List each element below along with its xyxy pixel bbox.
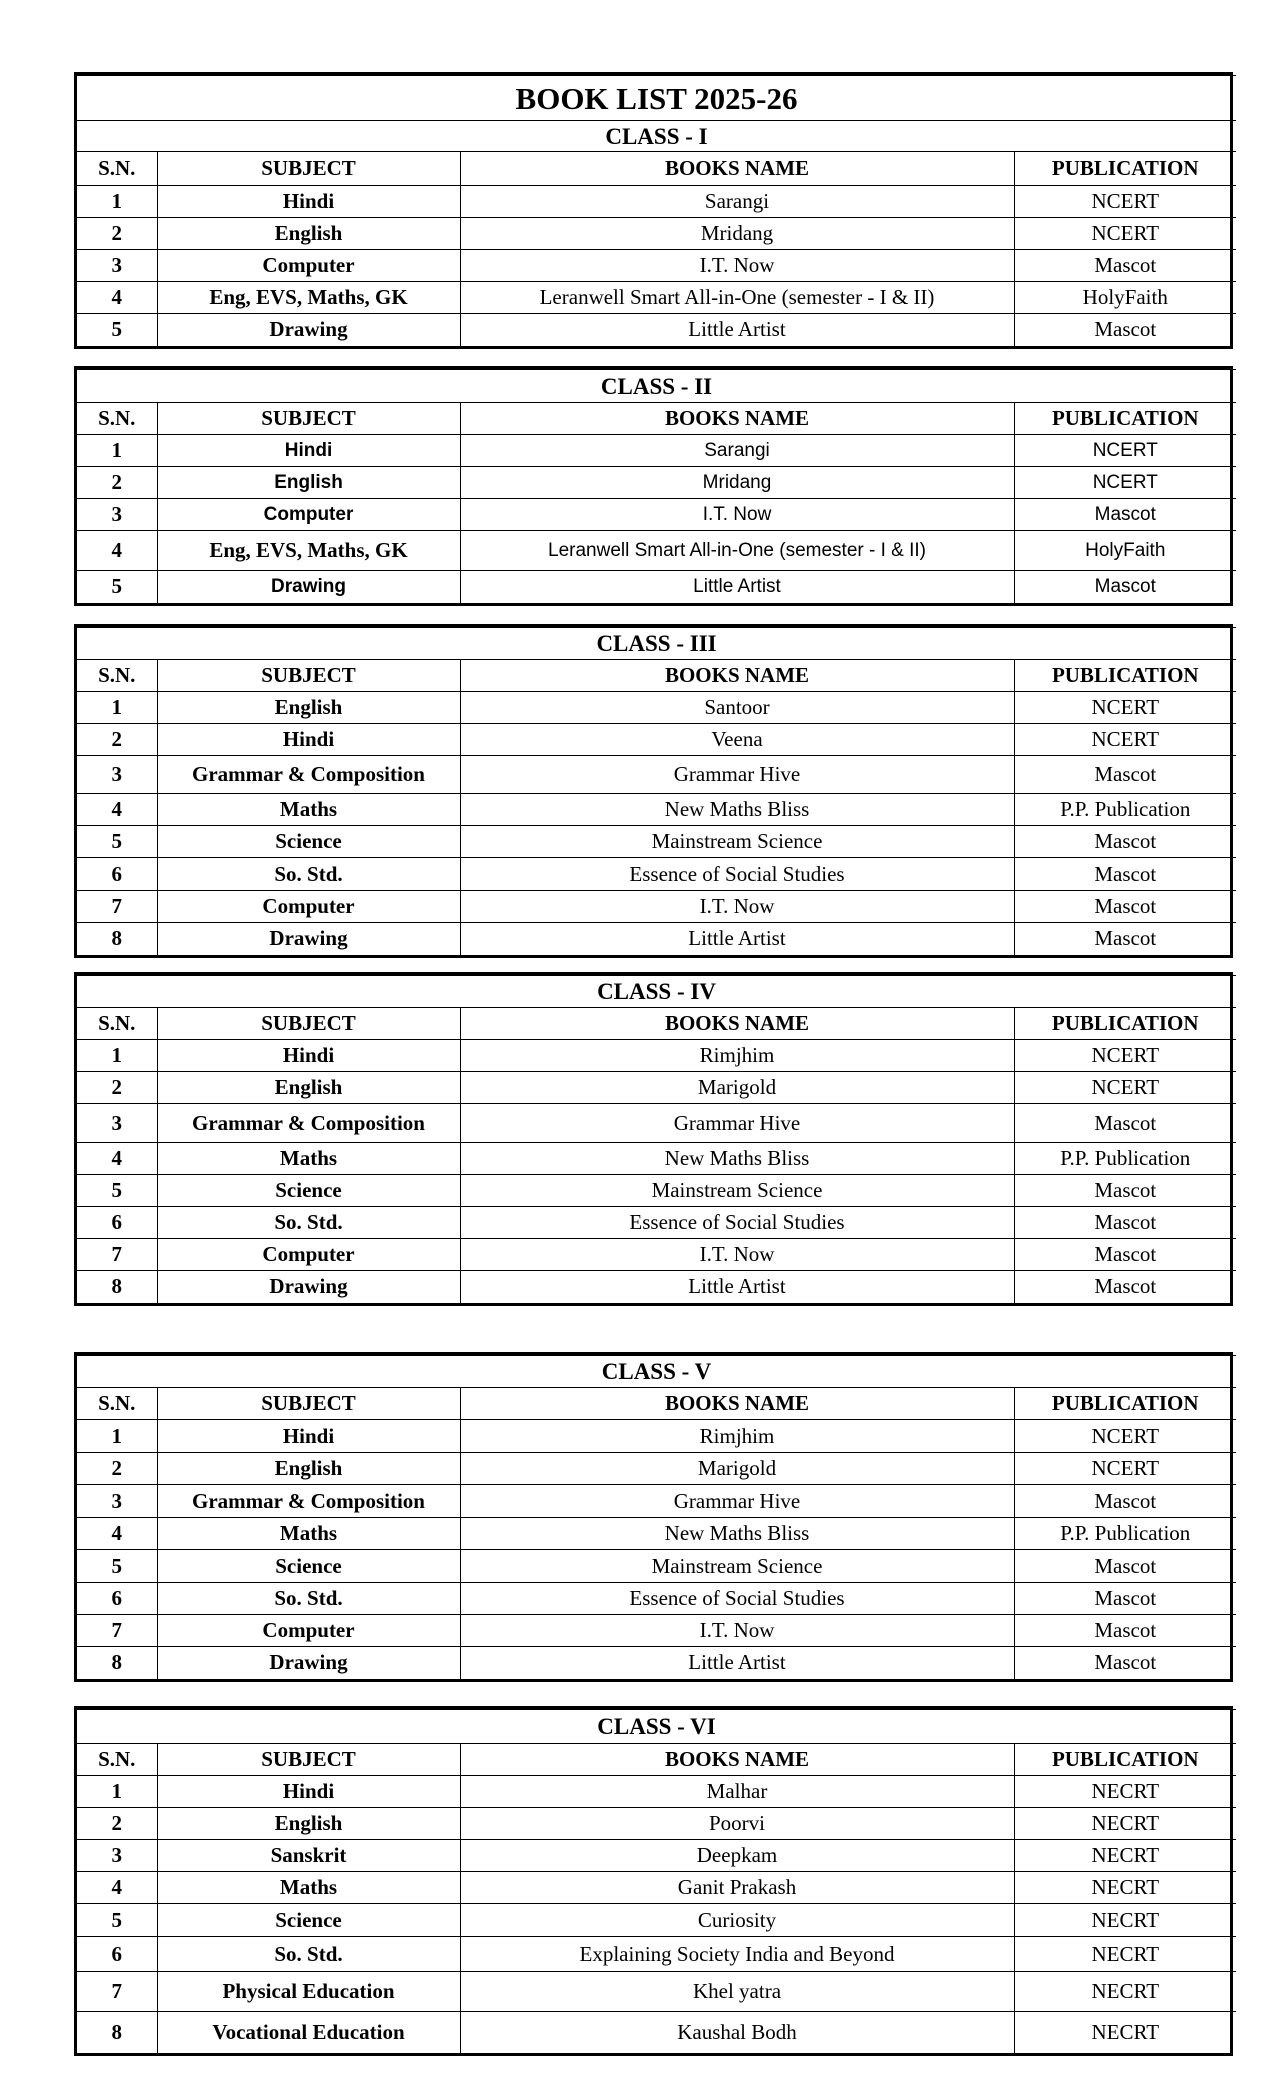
serial-number: 4	[77, 282, 157, 314]
publication-cell: P.P. Publication	[1014, 1143, 1236, 1175]
book-name-cell: Curiosity	[460, 1904, 1014, 1937]
header-publication: PUBLICATION	[1014, 1744, 1236, 1776]
subject-cell: Eng, EVS, Maths, GK	[157, 531, 460, 571]
serial-number: 2	[77, 1072, 157, 1104]
publication-cell: Mascot	[1014, 250, 1236, 282]
serial-number: 1	[77, 692, 157, 724]
book-table	[77, 1355, 1236, 1679]
table-row	[77, 1175, 1236, 1207]
subject-cell: Physical Education	[157, 1972, 460, 2012]
header-subject: SUBJECT	[157, 1388, 460, 1420]
book-name-cell: I.T. Now	[460, 891, 1014, 923]
table-row	[77, 1271, 1236, 1303]
header-books-name: BOOKS NAME	[460, 1744, 1014, 1776]
subject-cell: Hindi	[157, 186, 460, 218]
book-name-cell: Leranwell Smart All-in-One (semester - I & II)	[460, 282, 1014, 314]
publication-cell: P.P. Publication	[1014, 1518, 1236, 1550]
subject-cell: Drawing	[157, 923, 460, 955]
book-name-cell: Little Artist	[460, 1647, 1014, 1679]
header-subject: SUBJECT	[157, 660, 460, 692]
book-name-cell: I.T. Now	[460, 499, 1014, 531]
publication-cell: NECRT	[1014, 1872, 1236, 1904]
table-row	[77, 499, 1236, 531]
subject-cell: Science	[157, 826, 460, 858]
table-row	[77, 1972, 1236, 2012]
book-name-cell: Kaushal Bodh	[460, 2012, 1014, 2053]
book-table	[77, 975, 1236, 1303]
document-title-row	[77, 76, 1236, 121]
table-row	[77, 1207, 1236, 1239]
table-row	[77, 1143, 1236, 1175]
book-table	[77, 1709, 1236, 2053]
subject-cell: Science	[157, 1175, 460, 1207]
class-heading-row	[77, 1710, 1236, 1744]
serial-number: 7	[77, 1239, 157, 1271]
serial-number: 4	[77, 1872, 157, 1904]
subject-cell: Grammar & Composition	[157, 1485, 460, 1518]
serial-number: 2	[77, 218, 157, 250]
table-row	[77, 858, 1236, 891]
class-heading: CLASS - VI	[77, 1710, 1236, 1744]
table-row	[77, 891, 1236, 923]
header-sn: S.N.	[77, 152, 157, 186]
column-header-row	[77, 1388, 1236, 1420]
table-row	[77, 1239, 1236, 1271]
publication-cell: Mascot	[1014, 1207, 1236, 1239]
book-name-cell: Mridang	[460, 218, 1014, 250]
serial-number: 5	[77, 826, 157, 858]
serial-number: 2	[77, 724, 157, 756]
table-row	[77, 724, 1236, 756]
table-row	[77, 756, 1236, 794]
publication-cell: Mascot	[1014, 891, 1236, 923]
serial-number: 3	[77, 250, 157, 282]
book-name-cell: New Maths Bliss	[460, 1143, 1014, 1175]
publication-cell: Mascot	[1014, 1239, 1236, 1271]
subject-cell: English	[157, 1453, 460, 1485]
header-subject: SUBJECT	[157, 1008, 460, 1040]
book-name-cell: Rimjhim	[460, 1040, 1014, 1072]
table-row	[77, 1872, 1236, 1904]
table-row	[77, 282, 1236, 314]
table-row	[77, 2012, 1236, 2053]
header-books-name: BOOKS NAME	[460, 1388, 1014, 1420]
class-heading-row	[77, 1356, 1236, 1388]
table-row	[77, 923, 1236, 955]
serial-number: 4	[77, 1518, 157, 1550]
subject-cell: So. Std.	[157, 1937, 460, 1972]
table-row	[77, 218, 1236, 250]
book-table	[77, 75, 1236, 346]
subject-cell: Computer	[157, 250, 460, 282]
publication-cell: Mascot	[1014, 571, 1236, 603]
table-row	[77, 571, 1236, 603]
table-row	[77, 1550, 1236, 1583]
subject-cell: Science	[157, 1550, 460, 1583]
serial-number: 3	[77, 499, 157, 531]
table-row	[77, 1776, 1236, 1808]
subject-cell: Hindi	[157, 1776, 460, 1808]
serial-number: 3	[77, 1104, 157, 1143]
publication-cell: NCERT	[1014, 1040, 1236, 1072]
publication-cell: Mascot	[1014, 1647, 1236, 1679]
class-table-6	[74, 1706, 1233, 2056]
book-name-cell: Grammar Hive	[460, 756, 1014, 794]
book-name-cell: Mainstream Science	[460, 1550, 1014, 1583]
subject-cell: Hindi	[157, 1420, 460, 1453]
table-row	[77, 692, 1236, 724]
document-title: BOOK LIST 2025-26	[77, 76, 1236, 121]
book-name-cell: Little Artist	[460, 314, 1014, 346]
serial-number: 6	[77, 858, 157, 891]
serial-number: 8	[77, 1647, 157, 1679]
book-name-cell: Marigold	[460, 1453, 1014, 1485]
book-name-cell: Sarangi	[460, 186, 1014, 218]
header-books-name: BOOKS NAME	[460, 660, 1014, 692]
subject-cell: English	[157, 1072, 460, 1104]
class-heading-row	[77, 976, 1236, 1008]
publication-cell: NECRT	[1014, 1972, 1236, 2012]
subject-cell: Maths	[157, 794, 460, 826]
serial-number: 4	[77, 1143, 157, 1175]
publication-cell: NCERT	[1014, 467, 1236, 499]
table-row	[77, 1647, 1236, 1679]
subject-cell: English	[157, 467, 460, 499]
serial-number: 8	[77, 1271, 157, 1303]
book-name-cell: Marigold	[460, 1072, 1014, 1104]
header-publication: PUBLICATION	[1014, 152, 1236, 186]
header-subject: SUBJECT	[157, 1744, 460, 1776]
serial-number: 4	[77, 531, 157, 571]
book-name-cell: Poorvi	[460, 1808, 1014, 1840]
table-row	[77, 467, 1236, 499]
publication-cell: NCERT	[1014, 1453, 1236, 1485]
subject-cell: Maths	[157, 1143, 460, 1175]
subject-cell: Computer	[157, 1239, 460, 1271]
serial-number: 1	[77, 1776, 157, 1808]
serial-number: 7	[77, 1972, 157, 2012]
table-row	[77, 1615, 1236, 1647]
subject-cell: Maths	[157, 1872, 460, 1904]
table-row	[77, 1420, 1236, 1453]
header-publication: PUBLICATION	[1014, 1388, 1236, 1420]
publication-cell: NECRT	[1014, 1840, 1236, 1872]
book-name-cell: Essence of Social Studies	[460, 1583, 1014, 1615]
book-name-cell: Sarangi	[460, 435, 1014, 467]
header-books-name: BOOKS NAME	[460, 152, 1014, 186]
publication-cell: NCERT	[1014, 218, 1236, 250]
header-sn: S.N.	[77, 1744, 157, 1776]
class-heading: CLASS - V	[77, 1356, 1236, 1388]
publication-cell: NCERT	[1014, 1072, 1236, 1104]
header-sn: S.N.	[77, 1008, 157, 1040]
serial-number: 3	[77, 1840, 157, 1872]
header-publication: PUBLICATION	[1014, 1008, 1236, 1040]
book-name-cell: Ganit Prakash	[460, 1872, 1014, 1904]
book-name-cell: Essence of Social Studies	[460, 1207, 1014, 1239]
book-name-cell: I.T. Now	[460, 1615, 1014, 1647]
table-row	[77, 826, 1236, 858]
publication-cell: Mascot	[1014, 1271, 1236, 1303]
subject-cell: English	[157, 692, 460, 724]
column-header-row	[77, 403, 1236, 435]
book-name-cell: I.T. Now	[460, 1239, 1014, 1271]
serial-number: 4	[77, 794, 157, 826]
table-row	[77, 250, 1236, 282]
subject-cell: Vocational Education	[157, 2012, 460, 2053]
header-publication: PUBLICATION	[1014, 403, 1236, 435]
class-table-5	[74, 1352, 1233, 1682]
publication-cell: HolyFaith	[1014, 531, 1236, 571]
subject-cell: Hindi	[157, 724, 460, 756]
publication-cell: NECRT	[1014, 1776, 1236, 1808]
subject-cell: Computer	[157, 891, 460, 923]
table-row	[77, 186, 1236, 218]
serial-number: 1	[77, 186, 157, 218]
book-name-cell: Little Artist	[460, 571, 1014, 603]
header-subject: SUBJECT	[157, 152, 460, 186]
class-heading-row	[77, 628, 1236, 660]
publication-cell: Mascot	[1014, 826, 1236, 858]
table-row	[77, 1453, 1236, 1485]
publication-cell: NCERT	[1014, 186, 1236, 218]
subject-cell: Hindi	[157, 435, 460, 467]
subject-cell: Computer	[157, 499, 460, 531]
table-row	[77, 1840, 1236, 1872]
subject-cell: Sanskrit	[157, 1840, 460, 1872]
serial-number: 7	[77, 891, 157, 923]
class-table-2	[74, 366, 1233, 606]
book-table	[77, 369, 1236, 603]
subject-cell: Grammar & Composition	[157, 1104, 460, 1143]
publication-cell: NCERT	[1014, 435, 1236, 467]
publication-cell: Mascot	[1014, 1615, 1236, 1647]
book-name-cell: Deepkam	[460, 1840, 1014, 1872]
publication-cell: NCERT	[1014, 724, 1236, 756]
subject-cell: So. Std.	[157, 858, 460, 891]
table-row	[77, 314, 1236, 346]
subject-cell: So. Std.	[157, 1207, 460, 1239]
serial-number: 5	[77, 571, 157, 603]
subject-cell: Grammar & Composition	[157, 756, 460, 794]
table-row	[77, 1904, 1236, 1937]
subject-cell: So. Std.	[157, 1583, 460, 1615]
publication-cell: Mascot	[1014, 1550, 1236, 1583]
book-name-cell: Essence of Social Studies	[460, 858, 1014, 891]
class-heading-row	[77, 370, 1236, 403]
header-books-name: BOOKS NAME	[460, 403, 1014, 435]
header-subject: SUBJECT	[157, 403, 460, 435]
serial-number: 6	[77, 1207, 157, 1239]
book-table	[77, 627, 1236, 955]
table-row	[77, 1072, 1236, 1104]
table-row	[77, 1104, 1236, 1143]
book-name-cell: New Maths Bliss	[460, 1518, 1014, 1550]
book-name-cell: Grammar Hive	[460, 1485, 1014, 1518]
header-sn: S.N.	[77, 1388, 157, 1420]
subject-cell: Drawing	[157, 1271, 460, 1303]
subject-cell: English	[157, 1808, 460, 1840]
publication-cell: Mascot	[1014, 923, 1236, 955]
serial-number: 2	[77, 1453, 157, 1485]
publication-cell: NECRT	[1014, 1937, 1236, 1972]
book-name-cell: New Maths Bliss	[460, 794, 1014, 826]
class-heading: CLASS - II	[77, 370, 1236, 403]
serial-number: 2	[77, 467, 157, 499]
publication-cell: NCERT	[1014, 1420, 1236, 1453]
serial-number: 8	[77, 923, 157, 955]
book-name-cell: Veena	[460, 724, 1014, 756]
publication-cell: Mascot	[1014, 1485, 1236, 1518]
serial-number: 7	[77, 1615, 157, 1647]
subject-cell: Drawing	[157, 314, 460, 346]
book-name-cell: Grammar Hive	[460, 1104, 1014, 1143]
book-name-cell: Mridang	[460, 467, 1014, 499]
table-row	[77, 1937, 1236, 1972]
serial-number: 5	[77, 314, 157, 346]
book-name-cell: Santoor	[460, 692, 1014, 724]
publication-cell: Mascot	[1014, 314, 1236, 346]
subject-cell: Drawing	[157, 1647, 460, 1679]
header-sn: S.N.	[77, 660, 157, 692]
serial-number: 2	[77, 1808, 157, 1840]
book-name-cell: Malhar	[460, 1776, 1014, 1808]
publication-cell: Mascot	[1014, 1104, 1236, 1143]
class-table-1	[74, 72, 1233, 349]
publication-cell: Mascot	[1014, 858, 1236, 891]
publication-cell: NECRT	[1014, 1904, 1236, 1937]
serial-number: 5	[77, 1550, 157, 1583]
serial-number: 1	[77, 1420, 157, 1453]
book-name-cell: Explaining Society India and Beyond	[460, 1937, 1014, 1972]
table-row	[77, 531, 1236, 571]
table-row	[77, 1485, 1236, 1518]
serial-number: 1	[77, 435, 157, 467]
book-name-cell: Mainstream Science	[460, 826, 1014, 858]
serial-number: 3	[77, 1485, 157, 1518]
book-name-cell: Mainstream Science	[460, 1175, 1014, 1207]
class-heading: CLASS - III	[77, 628, 1236, 660]
header-sn: S.N.	[77, 403, 157, 435]
serial-number: 1	[77, 1040, 157, 1072]
class-table-3	[74, 624, 1233, 958]
class-table-4	[74, 972, 1233, 1306]
publication-cell: NCERT	[1014, 692, 1236, 724]
book-name-cell: I.T. Now	[460, 250, 1014, 282]
subject-cell: Hindi	[157, 1040, 460, 1072]
subject-cell: Eng, EVS, Maths, GK	[157, 282, 460, 314]
table-row	[77, 794, 1236, 826]
class-heading: CLASS - I	[77, 121, 1236, 152]
book-name-cell: Little Artist	[460, 1271, 1014, 1303]
class-heading-row	[77, 121, 1236, 152]
book-name-cell: Khel yatra	[460, 1972, 1014, 2012]
serial-number: 5	[77, 1175, 157, 1207]
subject-cell: Drawing	[157, 571, 460, 603]
book-name-cell: Rimjhim	[460, 1420, 1014, 1453]
serial-number: 8	[77, 2012, 157, 2053]
column-header-row	[77, 1008, 1236, 1040]
publication-cell: NECRT	[1014, 2012, 1236, 2053]
serial-number: 5	[77, 1904, 157, 1937]
header-publication: PUBLICATION	[1014, 660, 1236, 692]
table-row	[77, 1518, 1236, 1550]
publication-cell: HolyFaith	[1014, 282, 1236, 314]
table-row	[77, 1808, 1236, 1840]
publication-cell: Mascot	[1014, 499, 1236, 531]
table-row	[77, 435, 1236, 467]
book-name-cell: Leranwell Smart All-in-One (semester - I & II)	[460, 531, 1014, 571]
subject-cell: Maths	[157, 1518, 460, 1550]
subject-cell: Science	[157, 1904, 460, 1937]
table-row	[77, 1583, 1236, 1615]
header-books-name: BOOKS NAME	[460, 1008, 1014, 1040]
publication-cell: NECRT	[1014, 1808, 1236, 1840]
subject-cell: Computer	[157, 1615, 460, 1647]
column-header-row	[77, 152, 1236, 186]
column-header-row	[77, 660, 1236, 692]
serial-number: 6	[77, 1937, 157, 1972]
publication-cell: Mascot	[1014, 1175, 1236, 1207]
subject-cell: English	[157, 218, 460, 250]
table-row	[77, 1040, 1236, 1072]
serial-number: 6	[77, 1583, 157, 1615]
serial-number: 3	[77, 756, 157, 794]
class-heading: CLASS - IV	[77, 976, 1236, 1008]
book-name-cell: Little Artist	[460, 923, 1014, 955]
column-header-row	[77, 1744, 1236, 1776]
publication-cell: Mascot	[1014, 1583, 1236, 1615]
publication-cell: Mascot	[1014, 756, 1236, 794]
publication-cell: P.P. Publication	[1014, 794, 1236, 826]
